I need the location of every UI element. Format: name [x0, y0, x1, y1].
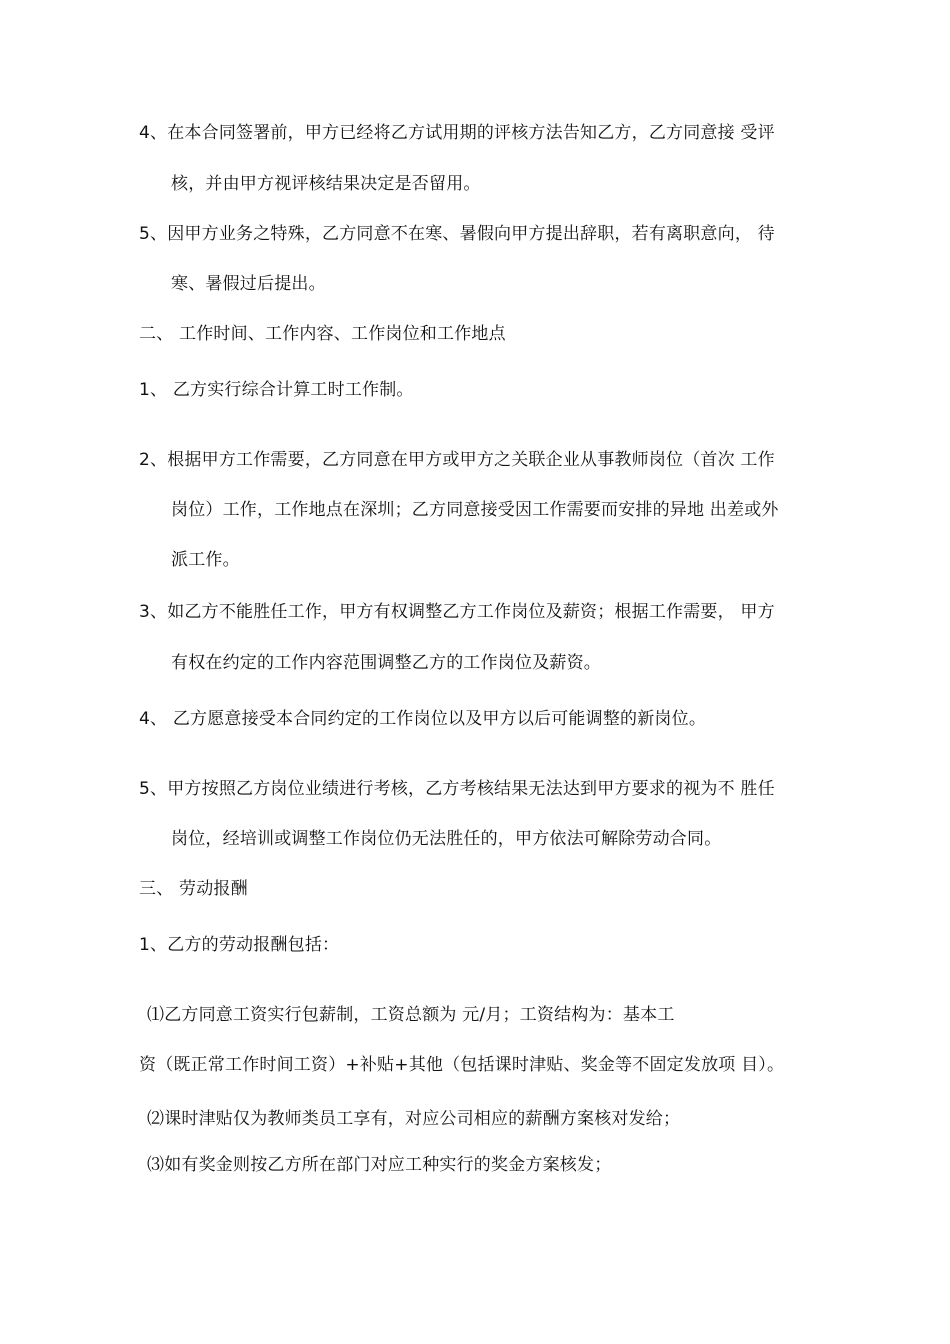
clause-3-1-item-3: ⑶如有奖金则按乙方所在部门对应工种实行的奖金方案核发；	[147, 1155, 612, 1175]
clause-2-2-line-1: 2、根据甲方工作需要，乙方同意在甲方或甲方之关联企业从事教师岗位（首次 工作	[139, 450, 775, 470]
clause-2-3-line-1: 3、如乙方不能胜任工作，甲方有权调整乙方工作岗位及薪资；根据工作需要， 甲方	[139, 602, 775, 622]
clause-1-5-line-2: 寒、暑假过后提出。	[171, 274, 326, 294]
clause-3-1-item-2: ⑵课时津贴仅为教师类员工享有，对应公司相应的薪酬方案核对发给；	[147, 1109, 681, 1129]
clause-3-1: 1、乙方的劳动报酬包括：	[139, 935, 340, 955]
clause-2-5-line-2: 岗位，经培训或调整工作岗位仍无法胜任的，甲方依法可解除劳动合同。	[171, 829, 722, 849]
clause-1-5-line-1: 5、因甲方业务之特殊，乙方同意不在寒、暑假向甲方提出辞职，若有离职意向， 待	[139, 224, 775, 244]
clause-1-4-line-2: 核，并由甲方视评核结果决定是否留用。	[171, 174, 481, 194]
section-2-heading: 二、 工作时间、工作内容、工作岗位和工作地点	[139, 324, 506, 344]
clause-2-3-line-2: 有权在约定的工作内容范围调整乙方的工作岗位及薪资。	[171, 653, 601, 673]
clause-2-2-line-3: 派工作。	[171, 550, 240, 570]
clause-2-4: 4、 乙方愿意接受本合同约定的工作岗位以及甲方以后可能调整的新岗位。	[139, 709, 707, 729]
clause-3-1-item-1-line-2: 资（既正常工作时间工资）+补贴+其他（包括课时津贴、奖金等不固定发放项 目）。	[139, 1055, 785, 1075]
section-3-heading: 三、 劳动报酬	[139, 879, 248, 899]
clause-1-4-line-1: 4、在本合同签署前，甲方已经将乙方试用期的评核方法告知乙方，乙方同意接 受评	[139, 123, 775, 143]
clause-3-1-item-1-line-1: ⑴乙方同意工资实行包薪制，工资总额为 元/月；工资结构为：基本工	[147, 1005, 675, 1025]
clause-2-1: 1、 乙方实行综合计算工时工作制。	[139, 380, 414, 400]
clause-2-5-line-1: 5、甲方按照乙方岗位业绩进行考核，乙方考核结果无法达到甲方要求的视为不 胜任	[139, 779, 775, 799]
clause-2-2-line-2: 岗位）工作，工作地点在深圳；乙方同意接受因工作需要而安排的异地 出差或外	[171, 500, 779, 520]
